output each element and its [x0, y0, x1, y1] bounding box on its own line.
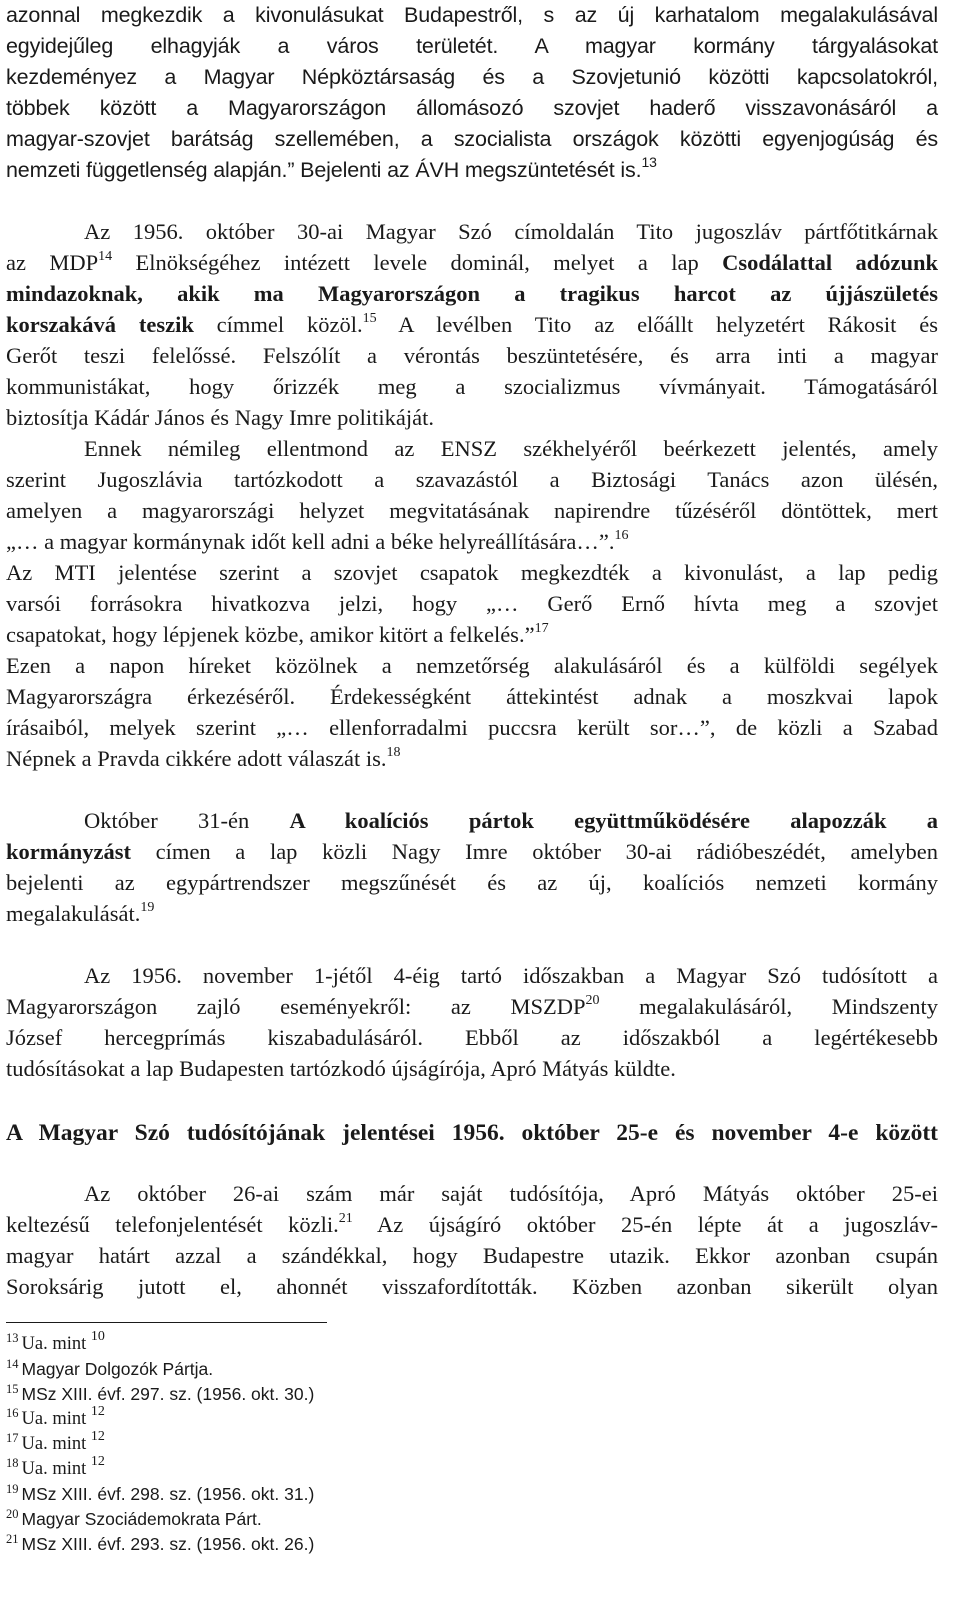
- footnote-number: 16: [6, 1405, 19, 1420]
- text-line: Az október 26-ai szám már saját tudósítója, Apró Mátyás október 25-ei: [84, 1181, 938, 1206]
- bold-title: A koalíciós pártok együttműködésére alapozzák a: [289, 808, 938, 833]
- footnote-ref: 14: [98, 248, 113, 264]
- text-line: [6, 992, 938, 1022]
- text-line: többek között a Magyarországon állomásozó szovjet haderő visszavonásáról a: [6, 96, 938, 120]
- footnote-ref: 12: [90, 1428, 105, 1444]
- text-line: [6, 310, 938, 340]
- footnote: [6, 1532, 606, 1556]
- text-span: „… a magyar kormánynak időt kell adni a béke helyreállítására…”.: [6, 529, 615, 554]
- section-heading: A Magyar Szó tudósítójának jelentései 1956. október 25-e és november 4-e között: [6, 1120, 938, 1146]
- text-line: [6, 155, 938, 185]
- text-line: [6, 248, 938, 278]
- text-span: Magyarországon zajló eseményekről: az MSZDP: [6, 994, 586, 1019]
- bold-title: Csodálattal adózunk: [722, 250, 938, 275]
- footnote-number: 15: [6, 1381, 19, 1396]
- text-span: megalakulását.: [6, 901, 141, 926]
- footnote-text: Ua. mint: [21, 1459, 91, 1479]
- text-span: Elnökségéhez intézett levele dominál, melyet a lap: [112, 250, 723, 275]
- text-span: csapatokat, hogy lépjenek közbe, amikor kitört a felkelés.”: [6, 622, 535, 647]
- text-line: biztosítja Kádár János és Nagy Imre politikáját.: [6, 405, 435, 430]
- footnote-text: Ua. mint: [21, 1409, 91, 1429]
- footnote: [6, 1507, 606, 1531]
- text-span: A levélben Tito az előállt helyzetért Rákosit és: [376, 312, 939, 337]
- footnote-text: Magyar Dolgozók Pártja.: [21, 1359, 214, 1379]
- text-line: amelyen a magyarországi helyzet megvitatásának napirendre tűzéséről döntöttek, mert: [6, 498, 938, 523]
- footnote-text: MSz XIII. évf. 293. sz. (1956. okt. 26.): [21, 1534, 315, 1554]
- footnote-text: MSz XIII. évf. 298. sz. (1956. okt. 31.): [21, 1484, 315, 1504]
- text-span: keltezésű telefonjelentését közli.: [6, 1212, 339, 1237]
- text-line: Gerőt teszi felelőssé. Felszólít a vérontás beszüntetésére, és arra inti a magyar: [6, 343, 938, 368]
- footnote-text: Magyar Szociádemokrata Párt.: [21, 1509, 262, 1529]
- text-line: írásaiból, melyek szerint „… ellenforradalmi puccsra került sor…”, de közli a Szabad: [6, 715, 938, 740]
- footnote: [6, 1328, 606, 1356]
- footnote-number: 17: [6, 1430, 19, 1445]
- footnote-ref: 17: [534, 620, 549, 636]
- footnote-ref: 20: [585, 992, 600, 1008]
- text-span: címen a lap közli Nagy Imre október 30-ai rádióbeszédét, amelyben: [131, 839, 938, 864]
- text-line: magyar határt azzal a szándékkal, hogy Budapestre utazik. Ekkor azonban csupán: [6, 1243, 938, 1268]
- footnote-separator: [6, 1322, 327, 1323]
- footnote: [6, 1357, 606, 1381]
- text-line: bejelenti az egypártrendszer megszűnését és az új, koalíciós nemzeti kormány: [6, 870, 938, 895]
- text-line: [6, 744, 938, 774]
- footnote-text: Ua. mint: [21, 1334, 91, 1354]
- footnote-number: 13: [6, 1330, 19, 1345]
- footnote-ref: 16: [614, 527, 629, 543]
- footnote-number: 19: [6, 1481, 19, 1496]
- footnote-ref: 10: [90, 1328, 105, 1344]
- text-span: nemzeti függetlenség alapján.” Bejelenti az ÁVH megszüntetését is.: [6, 158, 642, 182]
- footnote-number: 18: [6, 1455, 19, 1470]
- text-line: József hercegprímás kiszabadulásáról. Ebből az időszakból a legértékesebb: [6, 1025, 938, 1050]
- footnote: [6, 1482, 606, 1506]
- footnote-number: 20: [6, 1506, 19, 1521]
- text-line: egyidejűleg elhagyják a város területét. A magyar kormány tárgyalásokat: [6, 34, 938, 58]
- text-line: [6, 1210, 938, 1240]
- text-span: címmel közöl.: [193, 312, 363, 337]
- text-line: Ezen a napon híreket közölnek a nemzetőrség alakulásáról és a külföldi segélyek: [6, 653, 938, 678]
- text-line: azonnal megkezdik a kivonulásukat Budapestről, s az új karhatalom megalakulásával: [6, 3, 938, 27]
- footnote-text: MSz XIII. évf. 297. sz. (1956. okt. 30.): [21, 1384, 315, 1404]
- text-line: kommunistákat, hogy őrizzék meg a szocializmus vívmányait. Támogatásáról: [6, 374, 938, 399]
- text-line: Magyarországra érkezéséről. Érdekességként áttekintést adnak a moszkvai lapok: [6, 684, 938, 709]
- footnote: [6, 1403, 606, 1431]
- text-line: szerint Jugoszlávia tartózkodott a szavazástól a Biztosági Tanács azon ülésén,: [6, 467, 938, 492]
- text-line: Soroksárig jutott el, ahonnét visszafordították. Közben azonban sikerült olyan: [6, 1274, 938, 1299]
- text-line: [6, 837, 938, 867]
- text-line: [6, 899, 938, 929]
- footnote-text: Ua. mint: [21, 1434, 91, 1454]
- text-line: [6, 527, 938, 557]
- footnote-ref: 21: [338, 1210, 353, 1226]
- text-line: varsói forrásokra hivatkozva jelzi, hogy „… Gerő Ernő hívta meg a szovjet: [6, 591, 938, 616]
- bold-title: korszakává teszik: [6, 312, 194, 337]
- footnote-ref: 13: [641, 153, 657, 170]
- footnote-number: 14: [6, 1356, 19, 1371]
- text-line: [6, 620, 938, 650]
- text-span: az MDP: [6, 250, 99, 275]
- text-line: [6, 806, 938, 836]
- footnote-ref: 15: [362, 310, 377, 326]
- footnote: [6, 1382, 606, 1406]
- text-line: [6, 279, 938, 309]
- text-span: Népnek a Pravda cikkére adott válaszát is.: [6, 746, 387, 771]
- text-line: kezdeményez a Magyar Népköztársaság és a Szovjetunió közötti kapcsolatokról,: [6, 65, 938, 89]
- bold-title: kormányzást: [6, 839, 131, 864]
- text-line: Ennek némileg ellentmond az ENSZ székhelyéről beérkezett jelentés, amely: [84, 436, 938, 461]
- footnote-ref: 19: [140, 899, 155, 915]
- footnote: [6, 1428, 606, 1456]
- text-span: megalakulásáról, Mindszenty: [599, 994, 938, 1019]
- text-line: magyar-szovjet barátság szellemében, a szocialista országok közötti egyenjogúság és: [6, 127, 938, 151]
- footnote-ref: 12: [90, 1403, 105, 1419]
- text-line: Az 1956. november 1-jétől 4-éig tartó időszakban a Magyar Szó tudósított a: [84, 963, 938, 988]
- text-line: Az 1956. október 30-ai Magyar Szó címoldalán Tito jugoszláv pártfőtitkárnak: [84, 219, 938, 244]
- text-line: Az MTI jelentése szerint a szovjet csapatok megkezdték a kivonulást, a lap pedig: [6, 560, 938, 585]
- footnote-number: 21: [6, 1531, 19, 1546]
- footnote-ref: 18: [386, 744, 401, 760]
- footnote-ref: 12: [90, 1453, 105, 1469]
- footnote: [6, 1453, 606, 1481]
- bold-title: mindazoknak, akik ma Magyarországon a tragikus harcot az újjászületés: [6, 281, 938, 306]
- text-line: tudósításokat a lap Budapesten tartózkodó újságírója, Apró Mátyás küldte.: [6, 1056, 676, 1081]
- text-span: Október 31-én: [84, 808, 290, 833]
- text-span: Az újságíró október 25-én lépte át a jugoszláv-: [352, 1212, 938, 1237]
